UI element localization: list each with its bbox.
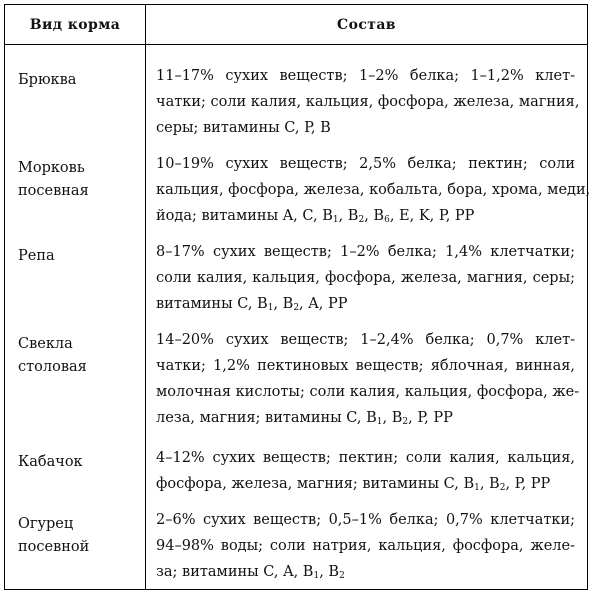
composition-line: 4–12% сухих веществ; пектин; соли калия, кальция, — [156, 450, 575, 466]
feed-composition-table — [4, 4, 591, 590]
header-feed-type: Вид корма — [29, 17, 121, 33]
composition-line: чатки; 1,2% пектиновых веществ; яблочная, винная, — [156, 358, 575, 374]
feed-name-line: посевная — [18, 183, 89, 199]
composition-text — [156, 507, 575, 585]
feed-name-line: посевной — [18, 539, 90, 555]
feed-name — [18, 451, 143, 474]
composition-text — [156, 239, 575, 317]
feed-name — [18, 333, 143, 379]
composition-line: 14–20% сухих веществ; 1–2,4% белка; 0,7% клет- — [156, 332, 575, 348]
composition-line: 2–6% сухих веществ; 0,5–1% белка; 0,7% клетчатки; — [156, 512, 575, 528]
feed-name-line: Огурец — [18, 516, 74, 532]
feed-name-line: Свекла — [18, 336, 73, 352]
feed-name-line: Репа — [18, 248, 55, 264]
table-header — [5, 5, 587, 45]
feed-name-line: Морковь — [18, 160, 85, 176]
composition-line: кальция, фосфора, железа, кобальта, бора, хрома, меди, — [156, 182, 591, 198]
composition-line: 94–98% воды; соли натрия, кальция, фосфора, желе- — [156, 538, 575, 554]
feed-name — [18, 157, 143, 203]
composition-line: 11–17% сухих веществ; 1–2% белка; 1–1,2% клет- — [156, 68, 575, 84]
composition-line: фосфора, железа, магния; витамины C, $B_1$, $B_2$, P, PP — [156, 476, 551, 493]
column-divider — [145, 5, 146, 589]
feed-name-line: Брюква — [18, 72, 77, 88]
composition-text — [156, 63, 580, 141]
feed-name — [18, 69, 143, 92]
composition-text — [156, 445, 575, 497]
composition-line: леза, магния; витамины C, $B_1$, $B_2$, P, PP — [156, 410, 453, 427]
composition-line: серы; витамины C, P, B — [156, 120, 331, 136]
composition-text — [156, 327, 580, 431]
composition-line: чатки; соли калия, кальция, фосфора, железа, магния, — [156, 94, 580, 110]
composition-line: за; витамины C, A, $B_1$, $B_2$ — [156, 564, 345, 581]
feed-name-line: Кабачок — [18, 454, 83, 470]
header-composition: Состав — [337, 17, 396, 33]
composition-line: соли калия, кальция, фосфора, железа, магния, серы; — [156, 270, 575, 286]
composition-line: 10–19% сухих веществ; 2,5% белка; пектин; соли — [156, 156, 575, 172]
composition-line: молочная кислоты; соли калия, кальция, фосфора, же- — [156, 384, 580, 400]
composition-text — [156, 151, 591, 229]
feed-name — [18, 245, 143, 268]
feed-name-line: столовая — [18, 359, 87, 375]
feed-name — [18, 513, 143, 559]
composition-line: йода; витамины A, C, $B_1$, $B_2$, $B_6$, E, K, P, PP — [156, 208, 475, 225]
composition-line: 8–17% сухих веществ; 1–2% белка; 1,4% клетчатки; — [156, 244, 575, 260]
composition-line: витамины C, $B_1$, $B_2$, A, PP — [156, 296, 348, 313]
